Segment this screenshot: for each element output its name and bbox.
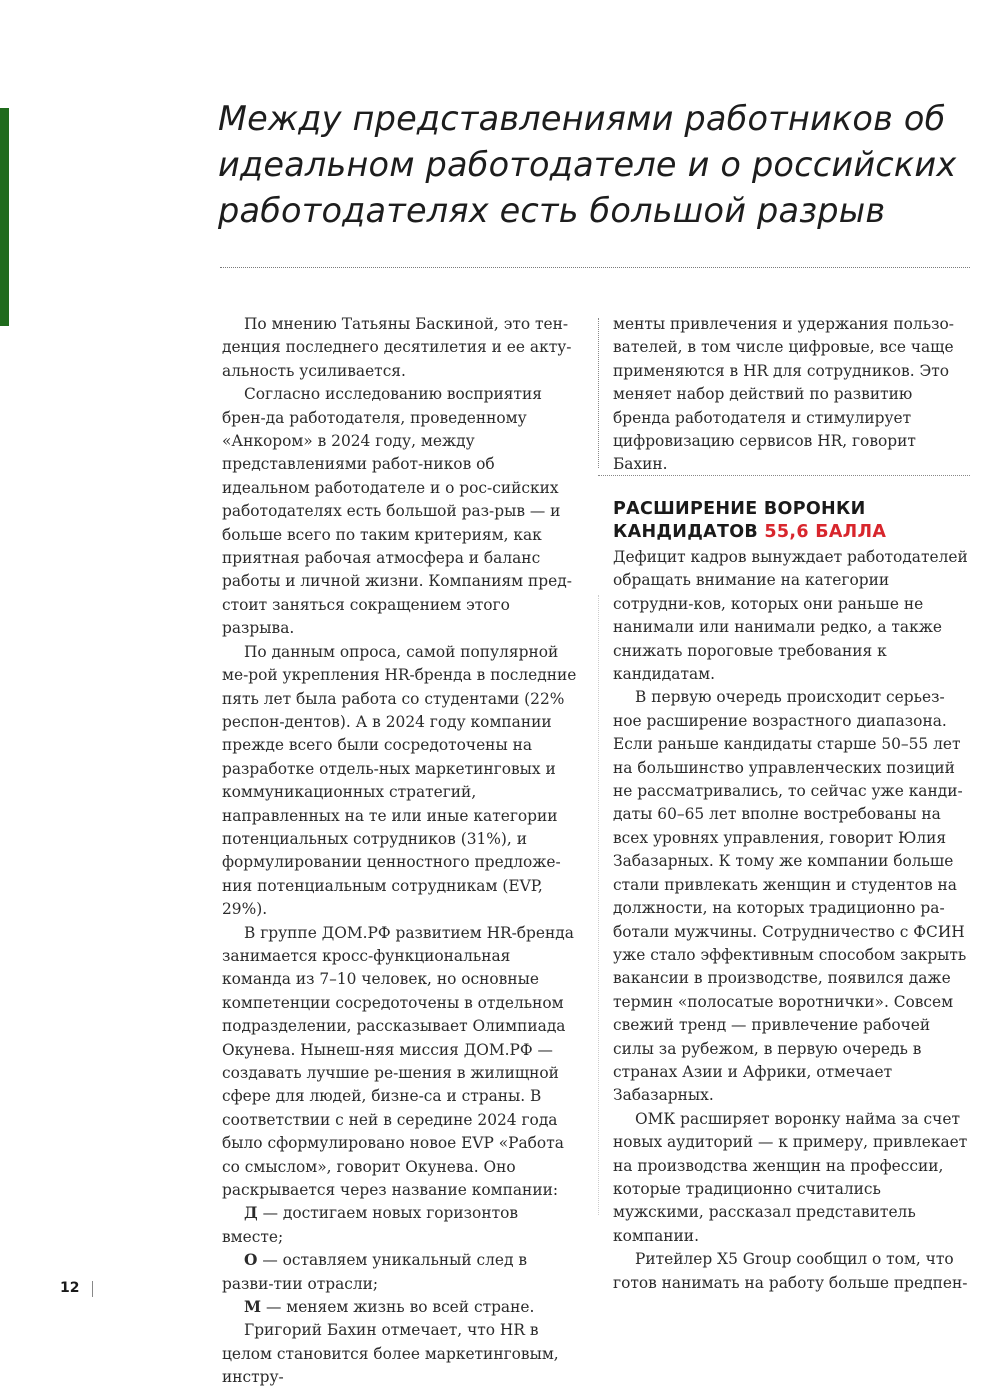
column-divider <box>598 318 599 468</box>
pull-quote: Между представлениями работников об идеальном работодателе и о российских работодателях есть большой разрыв <box>218 99 957 230</box>
paragraph: По данным опроса, самой популярной ме-рой укрепления HR-бренда в последние пять лет была работа со студентами (22% респон-дентов). А в 2024 году компании прежде всего были сосредоточены на разработке отдель-ных маркетинговых и коммуникационных стратегий, направленных на те или иные категории потенциальных сотрудников (31%), и формулировании ценностного предложе-ния потенциальным сотрудникам (EVP, 29%). <box>222 642 577 919</box>
section-heading <box>613 498 973 544</box>
divider-rule <box>220 267 970 268</box>
paragraph: Ритейлер X5 Group сообщил о том, что готов нанимать на работу больше предпен- <box>613 1250 968 1292</box>
list-text: — достигаем новых горизонтов вместе; <box>222 1204 519 1246</box>
score-badge: 55,6 БАЛЛА <box>764 522 887 542</box>
list-letter: Д <box>244 1204 258 1223</box>
page-number-separator <box>92 1281 93 1297</box>
list-text: — оставляем уникальный след в разви-тии отрасли; <box>222 1251 528 1293</box>
page-number: 12 <box>60 1280 80 1296</box>
paragraph: ОМК расширяет воронку найма за счет новых аудиторий — к примеру, привлекает на производства женщин на профессии, которые традиционно считались мужскими, рассказал представитель компании. <box>613 1109 968 1245</box>
left-column <box>222 313 582 1390</box>
list-letter: М <box>244 1298 262 1317</box>
paragraph: Григорий Бахин отмечает, что HR в целом становится более маркетинговым, инстру- <box>222 1321 559 1387</box>
list-letter: О <box>244 1251 258 1270</box>
right-column-top <box>613 313 971 477</box>
paragraph: Дефицит кадров вынуждает работодателей обращать внимание на категории сотрудни-ков, которых они раньше не нанимали или нанимали редко, а также снижать пороговые требования к кандидатам. <box>613 548 968 684</box>
paragraph: менты привлечения и удержания пользо-вателей, в том числе цифровые, все чаще применяются в HR для сотрудников. Это меняет набор действий по развитию бренда работодателя и стимулирует цифровизацию сервисов HR, говорит Бахин. <box>613 315 954 474</box>
list-item <box>222 1249 582 1296</box>
paragraph: По мнению Татьяны Баскиной, это тен-денция последнего десятилетия и ее акту-альность усиливается. <box>222 315 572 380</box>
green-accent-bar <box>0 108 9 326</box>
column-divider <box>598 595 599 1215</box>
list-item <box>222 1202 582 1249</box>
paragraph: В первую очередь происходит серьез-ное расширение возрастного диапазона. Если раньше кандидаты старше 50–55 лет на большинство управленческих позиций не рассматривались, то сейчас уже канди-даты 60–65 лет вполне востребованы на всех уровнях управления, говорит Юлия Забазарных. К тому же компании больше стали привлекать женщин и студентов на должности, на которых традиционно ра-ботали мужчины. Сотрудничество с ФСИН уже стало эффективным способом закрыть вакансии в производстве, появился даже термин «полосатые воротнички». Совсем свежий тренд — привлечение рабочей силы за рубежом, в первую очередь в странах Азии и Африки, отмечает Забазарных. <box>613 688 967 1105</box>
paragraph: В группе ДОМ.РФ развитием HR-бренда занимается кросс-функциональная команда из 7–10 человек, но основные компетенции сосредоточены в отдельном подразделении, рассказывает Олимпиада Окунева. Нынеш-няя миссия ДОМ.РФ — создавать лучшие ре-шения в жилищной сфере для людей, бизне-са и страны. В соответствии с ней в середине 2024 года было сформулировано новое EVP «Работа со смыслом», говорит Окунева. Оно раскрывается через название компании: <box>222 923 574 1200</box>
list-item <box>222 1296 582 1319</box>
paragraph: Согласно исследованию восприятия брен-да работодателя, проведенному «Анкором» в 2024 году, между представлениями работ-ников об идеальном работодателе и о рос-сийских работодателях есть большой раз-рыв — и больше всего по таким критериям, как приятная рабочая атмосфера и баланс работы и личной жизни. Компаниям пред-стоит заняться сокращением этого разрыва. <box>222 385 572 638</box>
section-heading-text: РАСШИРЕНИЕ ВОРОНКИ КАНДИДАТОВ <box>613 499 866 542</box>
right-column <box>613 546 973 1295</box>
list-text: — меняем жизнь во всей стране. <box>261 1298 535 1317</box>
